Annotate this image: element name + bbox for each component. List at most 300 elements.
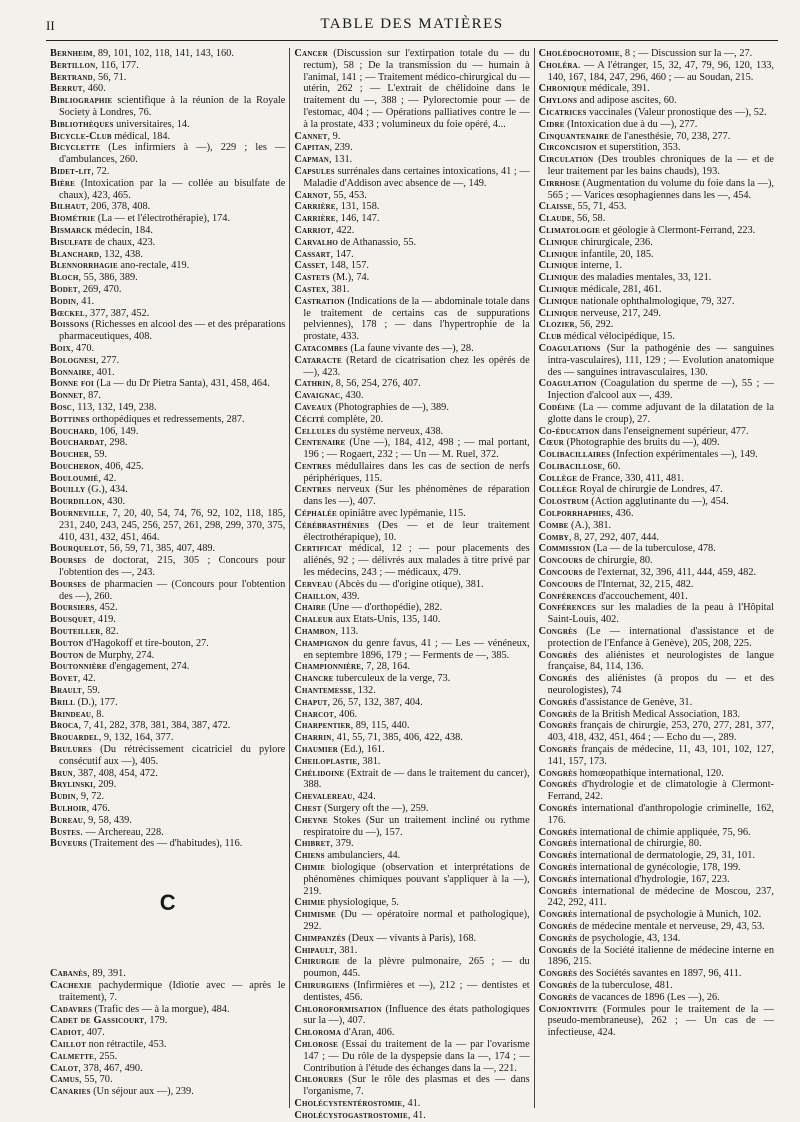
index-entry — [294, 626, 529, 638]
index-entry-references: de psychologie, 43, 134. — [577, 932, 681, 944]
index-entry-keyword: Chaumier — [294, 744, 338, 756]
index-entry-references: , 277. — [96, 354, 120, 366]
index-entry-keyword: Cheiloplastie — [294, 755, 358, 767]
index-entry-keyword: Cellules — [294, 425, 336, 437]
index-entry-keyword: Blanchard — [50, 248, 100, 260]
index-entry — [294, 166, 529, 190]
index-entry-references: de chirurgie, 80. — [582, 555, 653, 567]
index-entry-keyword: Cavaignac — [294, 390, 341, 402]
index-entry-references: (Des troubles chroniques de la — et de leur traitement par les bains chauds), 193. — [547, 154, 774, 177]
index-entry-keyword: Bismarck — [50, 224, 93, 236]
index-entry — [294, 768, 529, 792]
index-entry — [50, 744, 285, 768]
index-entry-keyword: Calmette — [50, 1050, 95, 1062]
index-entry-references: des aliénistes et neurologistes de langue française, 84, 114, 136. — [547, 649, 774, 673]
index-entry-keyword: Bertillon — [50, 59, 96, 71]
index-entry-references: , 72. — [91, 165, 110, 177]
index-entry-keyword: Brill — [50, 696, 75, 708]
index-entry-references: , 42. — [98, 472, 117, 484]
index-column-middle — [289, 48, 533, 1121]
index-entry — [50, 508, 285, 543]
index-entry-references: international de chirurgie, 80. — [577, 838, 702, 850]
index-entry-references: , 113. — [335, 626, 359, 638]
index-entry — [50, 827, 285, 839]
index-entry — [539, 284, 774, 296]
index-entry-keyword: Charrin — [294, 732, 332, 744]
index-entry-keyword: Castets — [294, 272, 331, 284]
index-entry-keyword: Chest — [294, 803, 322, 814]
index-entry — [539, 567, 774, 579]
index-entry-references: des aliénistes (à propos du — et des neurologistes), 74 — [547, 673, 774, 697]
index-entry — [294, 249, 529, 261]
index-entry — [50, 402, 285, 414]
index-entry-keyword: Clinique — [538, 307, 579, 319]
index-entry-keyword: Cicatrices — [538, 106, 587, 118]
index-entry-references: , 89, 391. — [87, 968, 126, 980]
index-entry — [539, 496, 774, 508]
index-entry — [539, 60, 774, 84]
index-entry — [294, 850, 529, 862]
index-entry-keyword: Chaillon — [294, 590, 337, 602]
index-entry — [294, 897, 529, 909]
index-entry-references: , 255. — [94, 1050, 118, 1062]
index-entry-references: (Le — international d'assistance et de protection de l'Enfance à Genève), 205, 208, 225. — [547, 626, 774, 649]
index-entry — [50, 296, 285, 308]
index-entry-references: vaccinales (Valeur pronostique des —), 52. — [586, 106, 767, 118]
index-entry-keyword: Bustes — [50, 826, 81, 838]
index-entry — [294, 1027, 529, 1039]
index-entry-keyword: Comby — [538, 531, 569, 543]
index-entry-keyword: Bœckel — [50, 307, 85, 319]
index-entry-keyword: Brylinski — [50, 779, 94, 791]
index-entry-references: et géologie à Clermont-Ferrand, 223. — [599, 224, 756, 236]
index-entry-keyword: Congrès — [538, 649, 578, 661]
index-entry-references: , 147. — [330, 248, 354, 260]
index-entry-references: , 9, 58, 439. — [82, 814, 132, 826]
index-entry-references: (Essai du traitement de la — par l'ovarisme 147 ; — Du rôle de la dyspepsie dans la —, 174 ; — Contribution à l'étude des échanges dans la —, 221. — [303, 1038, 530, 1074]
index-entry — [539, 520, 774, 532]
index-entry-keyword: Congrès — [538, 838, 578, 850]
index-entry — [294, 673, 529, 685]
index-entry — [50, 426, 285, 438]
index-entry-keyword: Brun — [50, 767, 73, 779]
index-entry-keyword: Congrès — [538, 873, 578, 885]
index-entry-references: , 60. — [602, 460, 621, 472]
index-entry — [294, 732, 529, 744]
index-entry — [539, 992, 774, 1004]
index-entry-references: de Murphy, 274. — [83, 649, 155, 661]
index-entry-references: (Trafic des — à la morgue), 484. — [91, 1003, 230, 1015]
index-entry-keyword: Congrès — [538, 932, 578, 944]
index-entry-references: (Photographies de —), 389. — [332, 401, 449, 413]
index-columns — [46, 48, 778, 1121]
index-entry-references: de la plèvre pulmonaire, 265 ; — du poumon, 445. — [303, 956, 530, 980]
index-entry-references: international de gynécologie, 178, 199. — [577, 861, 741, 873]
index-entry — [294, 579, 529, 591]
index-entry-references: (Infection expérimentales —), 149. — [610, 449, 758, 461]
index-entry — [539, 579, 774, 591]
index-entry-keyword: Congrès — [538, 861, 578, 873]
index-entry — [539, 201, 774, 213]
index-entry-keyword: Capitan — [294, 142, 330, 154]
index-entry-keyword: Clinique — [538, 260, 579, 272]
index-entry-references: de pharmacien — (Concours pour l'obtention des —), 260. — [59, 578, 286, 602]
index-entry — [294, 461, 529, 485]
index-entry-keyword: Bicyclette — [50, 142, 101, 154]
index-entry-keyword: Clinique — [538, 248, 579, 260]
index-entry — [294, 131, 529, 143]
index-entry-references: international de dermatologie, 29, 31, 101. — [577, 850, 755, 862]
index-entry-keyword: Congrès — [538, 673, 578, 685]
index-entry-keyword: Carriot — [294, 224, 332, 236]
index-entry — [294, 272, 529, 284]
index-entry-keyword: Claisse — [538, 201, 573, 213]
index-entry — [539, 591, 774, 603]
index-entry-references: sur les maladies de la peau à l'Hôpital Saint-Louis, 402. — [547, 602, 774, 626]
index-entry-references: , 8, 56, 254, 276, 407. — [330, 378, 421, 390]
index-entry-keyword: Chantemesse — [294, 685, 353, 697]
index-entry-references: , 379. — [330, 838, 354, 850]
index-entry-references: , 387, 408, 454, 472. — [72, 767, 158, 779]
index-entry-keyword: Concours — [538, 555, 583, 567]
index-entry — [50, 437, 285, 449]
index-entry-references: (Ed.), 161. — [337, 744, 385, 756]
index-entry-references: d'hydrologie et de climatologie à Clermont-Ferrand, 242. — [547, 779, 774, 803]
index-entry — [294, 909, 529, 933]
index-entry — [294, 426, 529, 438]
index-entry-keyword: Boucher — [50, 449, 89, 461]
index-entry-references: (Sur la pathogénie des — sanguines intra-vasculaires), 111, 129 ; — Evolution anatomique des — sanguines intravasculaires, 130. — [547, 342, 774, 378]
index-entry — [294, 803, 529, 815]
index-entry — [50, 661, 285, 673]
page-header — [46, 0, 778, 36]
index-entry — [539, 779, 774, 803]
index-entry — [294, 190, 529, 202]
index-entry-keyword: Bouton — [50, 649, 84, 661]
index-entry-references: (Les infirmiers à —), 229 ; les — d'ambulances, 260. — [59, 142, 286, 166]
index-entry-references: , 132, 438. — [99, 248, 143, 260]
index-entry-references: surrénales dans certaines intoxications, 41 ; — Maladie d'Addison avec absence de —, 149. — [303, 165, 530, 189]
index-entry-keyword: Certificat — [294, 543, 342, 555]
index-entry — [50, 343, 285, 355]
index-entry-keyword: Collège — [538, 472, 578, 484]
index-entry-keyword: Cécité — [294, 413, 325, 425]
index-entry — [294, 355, 529, 379]
index-entry-references: non rétractile, 453. — [86, 1038, 167, 1050]
index-entry-keyword: Congrès — [538, 744, 578, 756]
index-entry-references: , 7, 20, 40, 54, 74, 76, 92, 102, 118, 185, 231, 240, 243, 245, 256, 257, 261, 298, 299, 370, 375, 410, 431, 432, 451, 464. — [59, 508, 286, 543]
index-entry-keyword: Congrès — [538, 696, 578, 708]
index-entry-references: international de psychologie à Munich, 102. — [577, 909, 762, 921]
index-entry-references: , 8. — [91, 708, 105, 720]
index-entry — [294, 945, 529, 957]
index-entry — [50, 673, 285, 685]
index-entry-keyword: Carrière — [294, 213, 336, 225]
index-column-left — [46, 48, 289, 1108]
index-entry — [539, 543, 774, 555]
index-entry-references: , 132. — [352, 685, 376, 697]
index-entry-keyword: Chimisme — [294, 909, 337, 921]
index-entry-references: , 7, 28, 164. — [361, 661, 411, 673]
index-entry-references: , 407. — [81, 1027, 105, 1039]
index-entry-references: , 41, 55, 71, 385, 406, 422, 438. — [331, 732, 463, 744]
index-entry-keyword: Chaput — [294, 696, 328, 708]
index-entry-keyword: Cachexie — [50, 979, 92, 991]
index-entry-keyword: Bilhaut — [50, 201, 86, 213]
index-entry — [50, 378, 285, 390]
index-entry — [50, 83, 285, 95]
index-entry-keyword: Concours — [538, 567, 583, 579]
index-entry — [50, 768, 285, 780]
index-entry-references: , 55, 70. — [79, 1074, 113, 1086]
index-entry-keyword: Cataracte — [294, 354, 342, 366]
index-entry — [50, 496, 285, 508]
index-entry — [539, 673, 774, 697]
index-entry-references: (Action agglutinante du —), 454. — [588, 496, 729, 508]
index-entry-references: (Richesses en alcool des — et des préparations pharmaceutiques, 408. — [59, 319, 286, 343]
index-entry-references: médical, 12 ; — pour placements des aliénés, 92 ; — délivrés aux malades à titre privé par les médecins, 243 ; — médicaux, 479. — [303, 543, 530, 579]
index-entry-references: , 452. — [94, 602, 118, 614]
index-entry — [294, 1074, 529, 1098]
index-entry — [294, 142, 529, 154]
index-entry-references: (Formules pour le traitement de la — pseudo-membraneuse), 262 ; — Un cas de — infectieuse, 424. — [547, 1003, 774, 1039]
index-entry-references: ano-rectale, 419. — [117, 260, 190, 272]
index-entry — [294, 1039, 529, 1074]
index-entry-references: , 406, 425. — [99, 460, 144, 472]
index-entry-keyword: Chimpanzés — [294, 932, 346, 944]
index-entry — [294, 602, 529, 614]
index-entry-references: , 82. — [100, 626, 119, 638]
index-entry — [50, 308, 285, 320]
index-entry-keyword: Cheyne — [294, 814, 328, 826]
index-entry — [539, 720, 774, 744]
index-entry — [539, 83, 774, 95]
index-entry-keyword: Chylons — [538, 95, 578, 107]
index-entry — [539, 827, 774, 839]
index-entry-references: du genre favus, 41 ; — Les — vénéneux, en septembre 1896, 179 ; — Ferments de —, 385. — [303, 637, 530, 661]
index-entry — [50, 614, 285, 626]
index-entry-keyword: Congrès — [538, 885, 578, 897]
index-entry-keyword: Bicycle-Club — [50, 130, 112, 142]
index-entry — [50, 626, 285, 638]
index-entry — [539, 838, 774, 850]
index-entry-keyword: Climatologie — [538, 224, 600, 236]
index-entry-keyword: Bourses — [50, 578, 87, 590]
index-entry-keyword: Codéine — [538, 401, 576, 413]
index-entry — [50, 685, 285, 697]
index-entry-references: médical vélocipédique, 15. — [561, 331, 675, 343]
index-entry-keyword: Bibliothèques — [50, 118, 114, 130]
index-entry-keyword: Cérébrasthénies — [294, 519, 369, 531]
index-entry-keyword: Congrès — [538, 720, 578, 732]
index-entry-references: , 424. — [352, 791, 376, 803]
index-entry-references: , 113, 132, 149, 238. — [72, 401, 157, 413]
index-entry-keyword: Congrès — [538, 803, 578, 814]
index-entry-keyword: Concours — [538, 578, 583, 590]
index-entry — [539, 909, 774, 921]
index-entry-keyword: Bourses — [50, 555, 87, 567]
index-entry-references: , 439. — [336, 590, 360, 602]
index-entry-references: Stokes (Sur un traitement incliné ou rythme respiratoire du —), 157. — [303, 814, 530, 838]
index-entry-references: (Surgery oft the —), 259. — [321, 803, 429, 814]
index-entry — [50, 650, 285, 662]
index-entry — [50, 709, 285, 721]
index-entry — [50, 473, 285, 485]
index-entry-references: de la Société italienne de médecine interne en 1896, 215. — [547, 944, 774, 968]
index-entry-keyword: Bovet — [50, 673, 78, 685]
index-entry-keyword: Casset — [294, 260, 326, 272]
index-entry — [294, 980, 529, 1004]
index-entry-references: , 378, 467, 490. — [78, 1062, 143, 1074]
index-entry-references: de Athanassio, 55. — [338, 236, 417, 248]
index-entry — [50, 178, 285, 202]
index-entry-references: , 9, 72. — [75, 791, 105, 803]
index-entry-references: , 430. — [340, 390, 364, 402]
index-entry-references: médicale, 391. — [586, 83, 650, 95]
index-entry — [294, 709, 529, 721]
index-entry — [539, 886, 774, 910]
index-entry — [50, 732, 285, 744]
index-entry-references: opiniâtre avec lypémanie, 115. — [336, 508, 466, 520]
index-entry-references: , 56, 58. — [571, 213, 606, 225]
index-entry-references: d'accouchement, 401. — [596, 590, 688, 602]
index-column-right — [534, 48, 778, 1108]
index-entry-references: de l'Internat, 32, 215, 482. — [582, 578, 694, 590]
index-entry-references: , 56, 59, 71, 385, 407, 489. — [104, 543, 216, 555]
index-entry-references: , 377, 387, 452. — [84, 307, 150, 319]
index-entry — [294, 685, 529, 697]
index-entry — [50, 260, 285, 272]
index-entry-keyword: Brulures — [50, 744, 92, 756]
index-entry-keyword: Caillot — [50, 1038, 87, 1050]
index-entry-keyword: Canaries — [50, 1086, 91, 1098]
index-entry — [50, 131, 285, 143]
index-entry-references: nerveux (Sur les phénomènes de réparation dans les —), 407. — [303, 484, 530, 508]
index-entry — [539, 921, 774, 933]
index-entry-references: d'Hagokoff et tire-bouton, 27. — [83, 637, 209, 649]
index-entry — [50, 449, 285, 461]
index-entry-references: (Infirmières et —), 212 ; — dentistes et dentistes, 456. — [303, 979, 530, 1003]
index-entry-keyword: Centres — [294, 460, 332, 472]
index-entry-keyword: Bourquelot — [50, 543, 105, 555]
index-entry-keyword: Bouilly — [50, 484, 86, 496]
index-entry-references: , 8, 27, 292, 407, 444. — [568, 531, 659, 543]
index-entry-keyword: Biométrie — [50, 213, 96, 225]
index-entry — [539, 213, 774, 225]
index-entry-references: de l'externat, 32, 396, 411, 444, 459, 482. — [582, 567, 757, 579]
index-entry-references: , 59. — [81, 685, 100, 697]
index-entry-keyword: Chaire — [294, 602, 326, 614]
index-entry-references: et superstition, 353. — [596, 142, 681, 154]
page-title: TABLE DES MATIÈRES — [320, 16, 504, 32]
index-entry-references: (Sur le rôle des plasmas et des — dans l'organisme, 7. — [303, 1074, 530, 1098]
index-entry — [539, 602, 774, 626]
index-entry-references: physiologique, 5. — [325, 897, 399, 909]
index-entry-references: médecin, 184. — [92, 224, 153, 236]
index-entry-references: . — A l'étranger, 15, 32, 47, 79, 96, 120, 133, 140, 167, 184, 247, 296, 460 ; — au Soudan, 215. — [547, 59, 774, 83]
index-entry-keyword: Congrès — [538, 850, 578, 862]
index-entry-keyword: Charcot — [294, 708, 334, 720]
index-entry-references: dans l'enseignement supérieur, 477. — [599, 425, 749, 437]
index-entry — [539, 449, 774, 461]
index-entry-references: aux Etats-Unis, 135, 140. — [333, 614, 441, 626]
index-entry-keyword: Bouloumié — [50, 472, 99, 484]
index-entry-references: (La — et l'électrothérapie), 174. — [95, 213, 231, 225]
index-entry — [50, 484, 285, 496]
index-entry-keyword: Chipault — [294, 944, 335, 956]
index-entry — [50, 579, 285, 603]
index-entry-references: français de médecine, 11, 43, 101, 102, 127, 141, 157, 173. — [547, 744, 774, 767]
index-entry — [50, 1027, 285, 1039]
index-entry-references: infantile, 20, 185. — [578, 248, 654, 260]
index-entry-references: (Abcès du — d'origine otique), 381. — [332, 578, 484, 590]
index-entry-keyword: Clinique — [538, 283, 579, 295]
index-entry-keyword: Bonnet — [50, 390, 83, 402]
index-entry-keyword: Colporrhaphies — [538, 508, 611, 520]
index-entry — [50, 201, 285, 213]
index-entry-references: (Augmentation du volume du foie dans la —), 565 ; — Varices œsophagiennes dans les —, 454. — [547, 177, 774, 201]
index-entry-keyword: Chlorures — [294, 1074, 343, 1086]
index-entry-keyword: Congrès — [538, 626, 578, 638]
index-entry-references: nerveuse, 217, 249. — [578, 307, 661, 319]
index-entry — [50, 803, 285, 815]
index-entry — [50, 237, 285, 249]
index-entry — [539, 650, 774, 674]
index-entry-references: international d'anthropologie criminelle, 162, 176. — [547, 803, 774, 826]
index-entry-references: , 209. — [93, 779, 117, 791]
index-entry-references: (La — du Dr Pietra Santa), 431, 458, 464. — [93, 378, 270, 390]
index-entry — [539, 48, 774, 60]
index-entry — [539, 945, 774, 969]
index-entry-references: de vacances de 1896 (Les —), 26. — [577, 991, 720, 1003]
index-entry — [294, 933, 529, 945]
index-entry-references: , 116, 177. — [95, 59, 139, 71]
index-entry-keyword: Chronique — [538, 83, 587, 95]
index-entry — [294, 638, 529, 662]
index-entry — [539, 744, 774, 768]
index-entry-references: , 106, 149. — [94, 425, 139, 437]
index-entry — [50, 697, 285, 709]
index-entry-references: pachydermique (Idiotie avec — après le traitement), 7. — [59, 979, 286, 1003]
index-entry-references: , 460. — [82, 83, 106, 95]
index-entry-references: d'engagement, 274. — [106, 661, 190, 673]
index-entry — [50, 166, 285, 178]
index-entry-keyword: Circoncision — [538, 142, 597, 154]
index-entry-references: , 401. — [91, 366, 115, 378]
index-entry-keyword: Chirurgiens — [294, 979, 350, 991]
index-entry — [539, 142, 774, 154]
index-entry-keyword: Broca — [50, 720, 79, 732]
index-entry — [294, 838, 529, 850]
index-entry-references: , 89, 115, 440. — [350, 720, 410, 732]
index-entry-references: (Une —), 184, 412, 498 ; — mal portant, 196 ; — Rogaert, 232 ; — Un — M. Ruel, 372. — [303, 437, 530, 461]
index-entry-references: , 89, 101, 102, 118, 141, 143, 160. — [92, 48, 234, 59]
index-entry-references: , 41. — [402, 1097, 421, 1109]
index-entry — [50, 1063, 285, 1075]
index-entry-keyword: Bloch — [50, 272, 79, 284]
index-entry — [539, 555, 774, 567]
index-entry-references: de l'anesthésie, 70, 238, 277. — [609, 130, 731, 142]
index-entry — [539, 107, 774, 119]
index-entry — [50, 980, 285, 1004]
index-entry — [539, 308, 774, 320]
index-entry-keyword: Cerveau — [294, 578, 333, 590]
index-entry — [294, 862, 529, 897]
index-entry-keyword: Bourdillon — [50, 496, 103, 508]
index-entry — [539, 484, 774, 496]
index-entry-keyword: Bertrand — [50, 71, 93, 83]
index-entry-references: . — Archereau, 228. — [80, 826, 164, 838]
